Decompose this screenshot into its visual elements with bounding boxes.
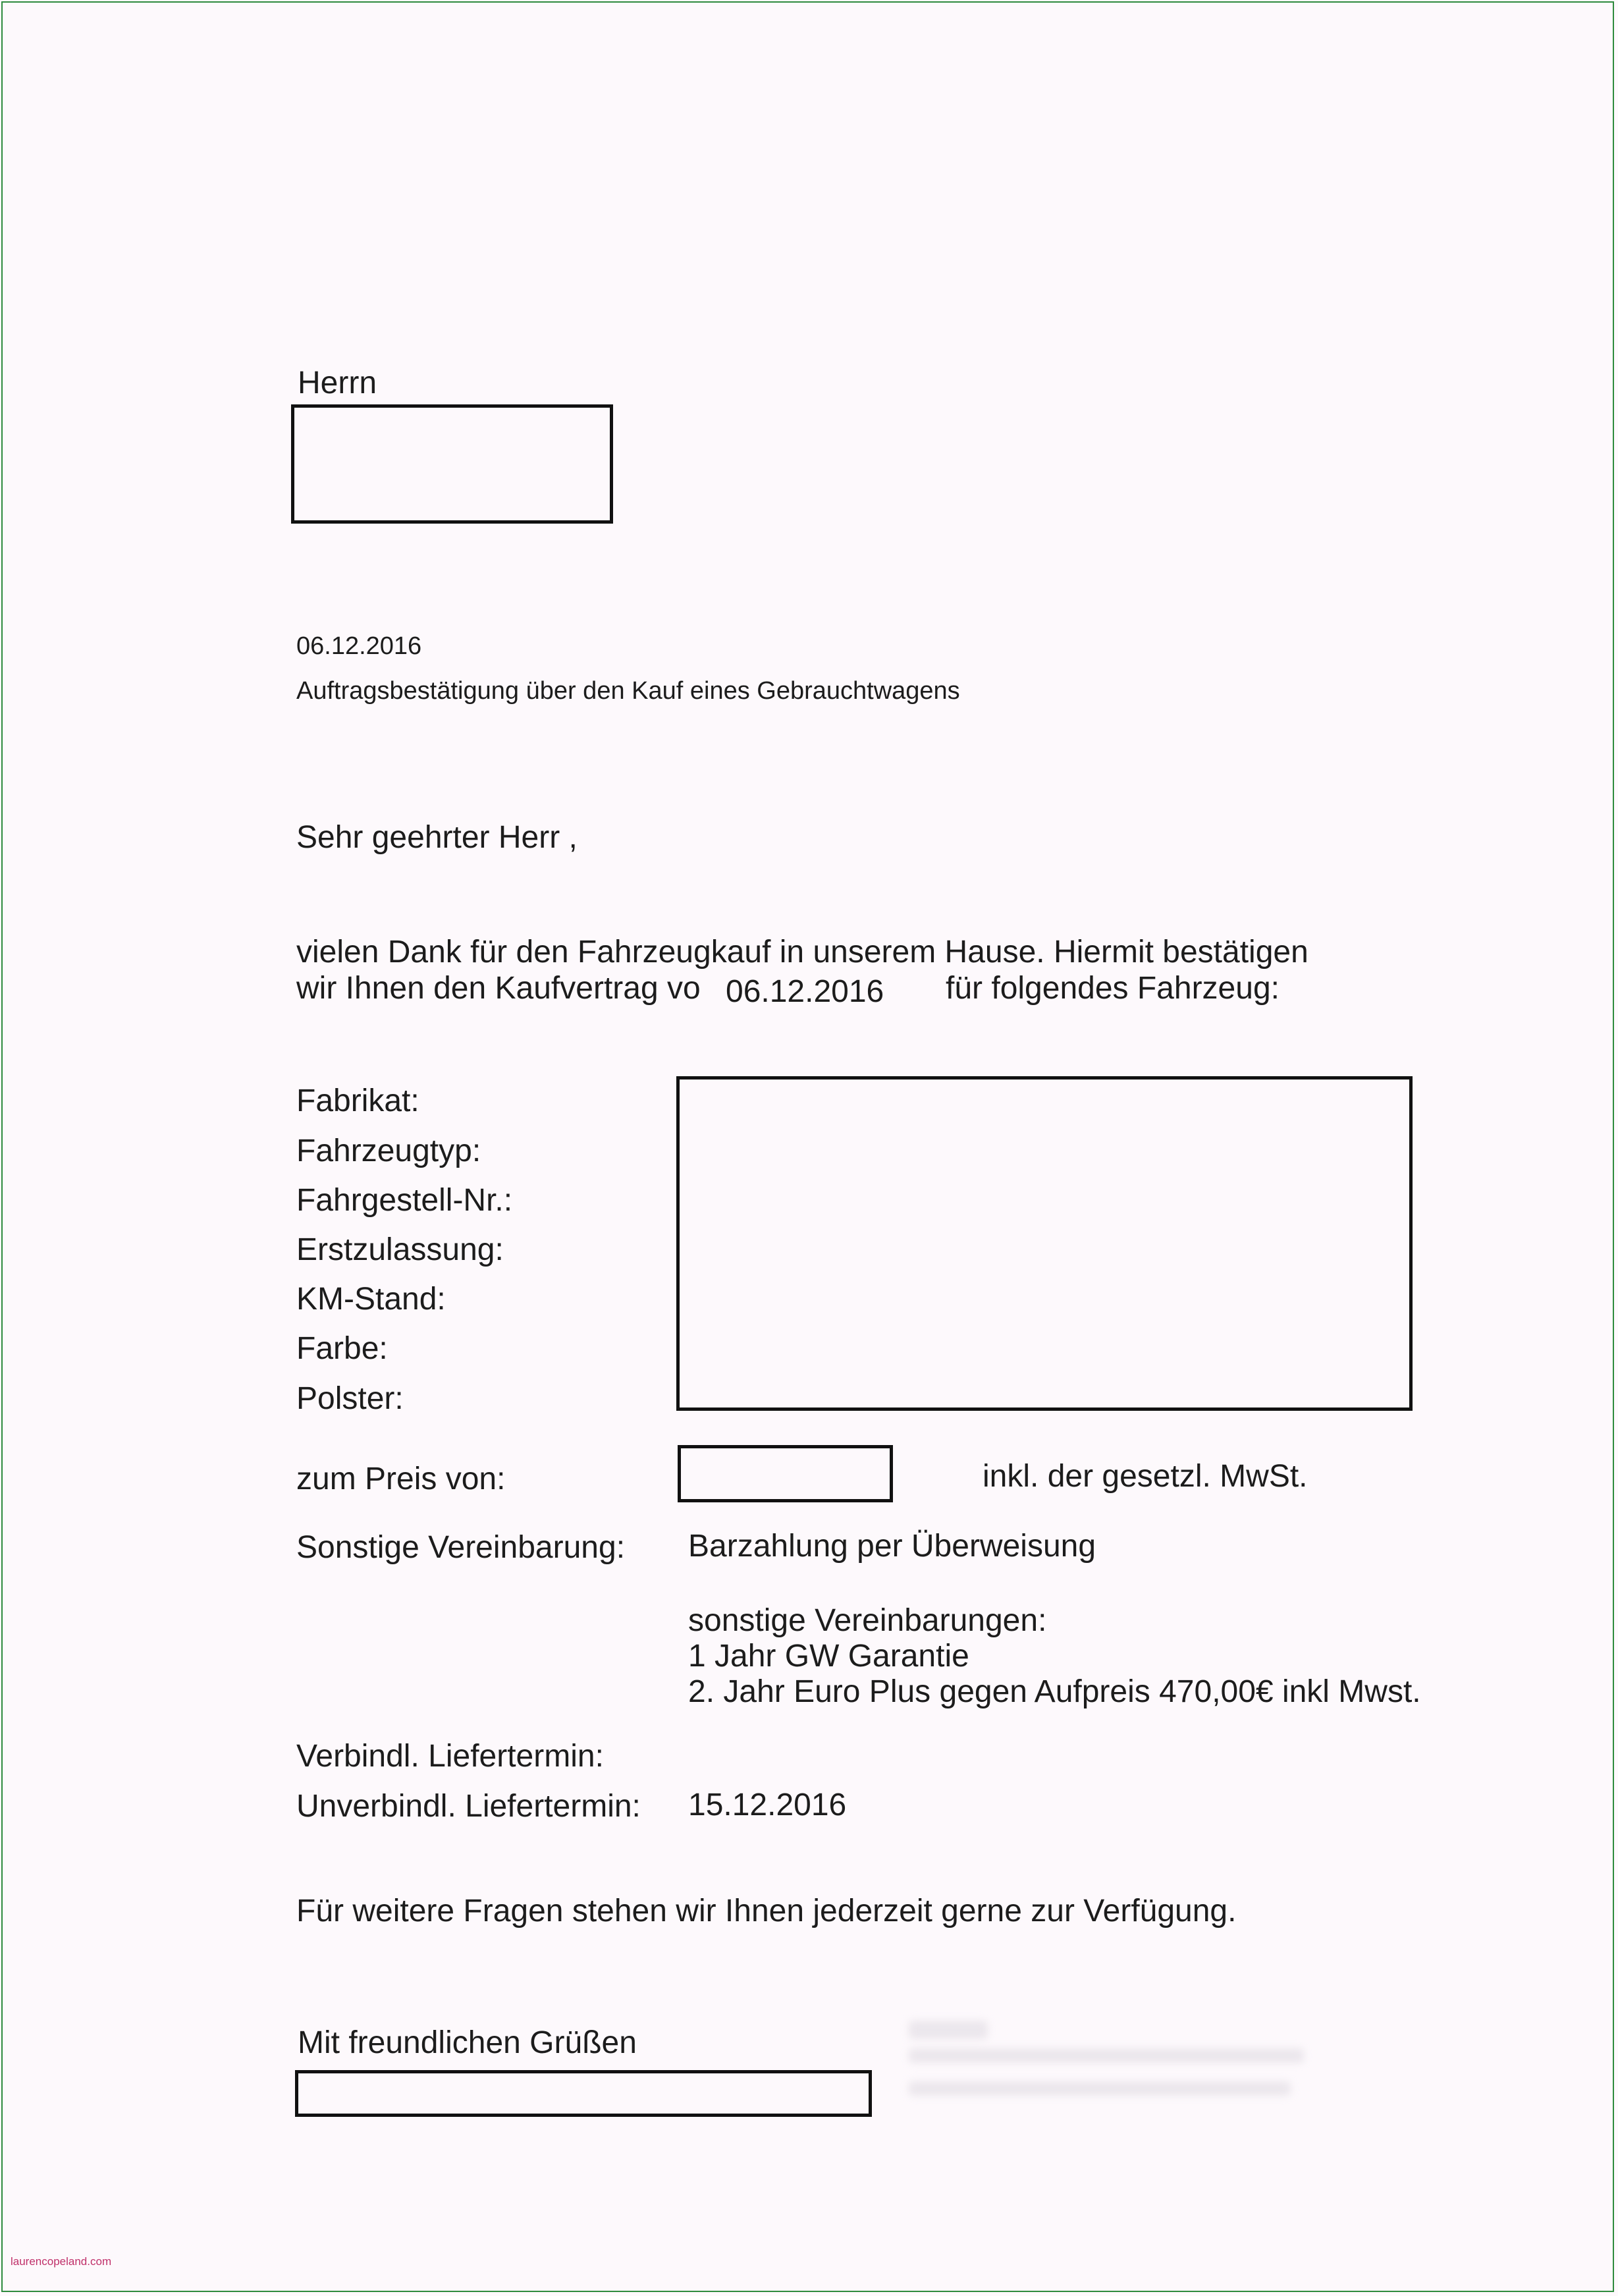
body-line-2-suffix: für folgendes Fahrzeug: [946, 971, 1280, 1006]
closing-regards: Mit freundlichen Grüßen [298, 2025, 637, 2060]
faint-stamp-mark-3 [909, 2081, 1291, 2096]
price-box [678, 1445, 893, 1502]
faint-stamp-mark-1 [909, 2021, 988, 2039]
other-agreement-item-2: 2. Jahr Euro Plus gegen Aufpreis 470,00€ inkl Mwst. [688, 1674, 1421, 1709]
body-line-2-prefix: wir Ihnen den Kaufvertrag vo [296, 971, 701, 1006]
other-agreement-item-1: 1 Jahr GW Garantie [688, 1639, 969, 1674]
field-label-first-registration: Erstzulassung: [296, 1232, 504, 1267]
recipient-address-box [291, 404, 613, 524]
greeting: Sehr geehrter Herr , [296, 820, 578, 855]
binding-delivery-label: Verbindl. Liefertermin: [296, 1739, 604, 1774]
field-label-chassis-no: Fahrgestell-Nr.: [296, 1183, 513, 1218]
recipient-salutation: Herrn [298, 366, 377, 400]
price-label: zum Preis von: [296, 1462, 506, 1496]
field-label-upholstery: Polster: [296, 1381, 404, 1416]
vehicle-details-box [676, 1076, 1413, 1411]
field-label-mileage: KM-Stand: [296, 1282, 446, 1317]
field-label-make: Fabrikat: [296, 1083, 419, 1118]
nonbinding-delivery-label: Unverbindl. Liefertermin: [296, 1789, 641, 1824]
letter-date: 06.12.2016 [296, 632, 422, 660]
payment-method: Barzahlung per Überweisung [688, 1529, 1096, 1564]
field-label-color: Farbe: [296, 1331, 388, 1366]
field-label-type: Fahrzeugtyp: [296, 1134, 481, 1168]
other-agreement-label: Sonstige Vereinbarung: [296, 1530, 626, 1565]
closing-questions: Für weitere Fragen stehen wir Ihnen jederzeit gerne zur Verfügung. [296, 1894, 1237, 1928]
vat-note: inkl. der gesetzl. MwSt. [983, 1459, 1308, 1494]
signature-box [295, 2070, 872, 2117]
watermark-text: laurencopeland.com [11, 2255, 112, 2268]
other-agreements-heading: sonstige Vereinbarungen: [688, 1603, 1047, 1638]
body-line-1: vielen Dank für den Fahrzeugkauf in unserem Hause. Hiermit bestätigen [296, 935, 1308, 970]
nonbinding-delivery-date: 15.12.2016 [688, 1788, 847, 1822]
faint-stamp-mark-2 [909, 2048, 1304, 2063]
contract-date: 06.12.2016 [726, 974, 884, 1009]
letter-subject: Auftragsbestätigung über den Kauf eines Gebrauchtwagens [296, 677, 960, 705]
